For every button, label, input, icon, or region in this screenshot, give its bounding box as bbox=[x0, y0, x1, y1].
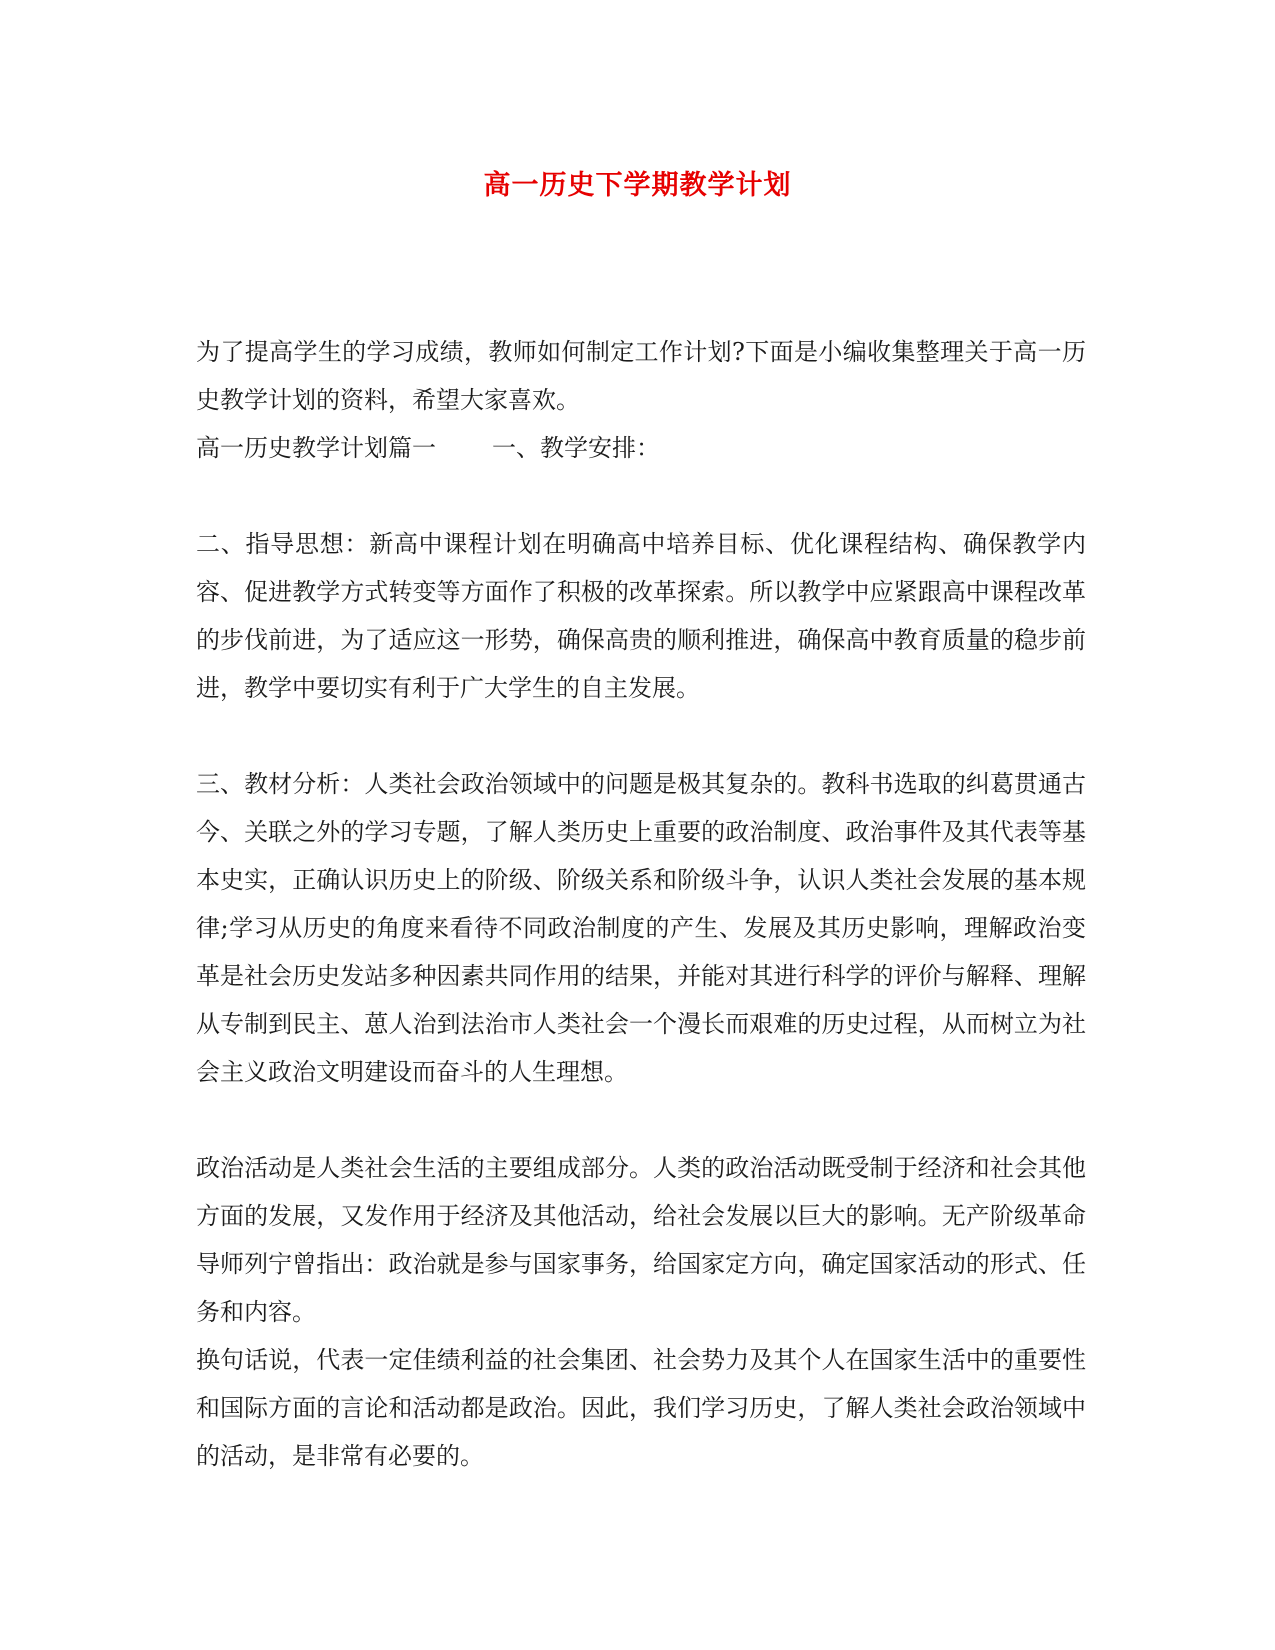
textbook-analysis-paragraph: 三、教材分析：人类社会政治领域中的问题是极其复杂的。教科书选取的纠葛贯通古今、关联之外的学习专题，了解人类历史上重要的政治制度、政治事件及其代表等基本史实，正确认识历史上的阶级、阶级关系和阶级斗争，认识人类社会发展的基本规律;学习从历史的角度来看待不同政治制度的产生、发展及其历史影响，理解政治变革是社会历史发站多种因素共同作用的结果，并能对其进行科学的评价与解释、理解从专制到民主、葸人治到法治市人类社会一个漫长而艰难的历史过程，从而树立为社会主义政治文明建设而奋斗的人生理想。 bbox=[196, 770, 1086, 1086]
document-body bbox=[196, 328, 1086, 1480]
teaching-arrangement-heading: 一、教学安排： bbox=[492, 434, 660, 462]
document-title: 高一历史下学期教学计划 bbox=[483, 170, 792, 201]
paragraph-gap bbox=[196, 1096, 1086, 1144]
in-other-words-paragraph: 换句话说，代表一定佳绩利益的社会集团、社会势力及其个人在国家生活中的重要性和国际方面的言论和活动都是政治。因此，我们学习历史，了解人类社会政治领域中的活动，是非常有必要的。 bbox=[196, 1346, 1086, 1470]
section-heading-line bbox=[196, 424, 1086, 472]
paragraph-gap bbox=[196, 712, 1086, 760]
intro-paragraph: 为了提高学生的学习成绩，教师如何制定工作计划?下面是小编收集整理关于高一历史教学计划的资料，希望大家喜欢。 bbox=[196, 338, 1086, 414]
guiding-thought-paragraph: 二、指导思想：新高中课程计划在明确高中培养目标、优化课程结构、确保教学内容、促进教学方式转变等方面作了积极的改革探索。所以教学中应紧跟高中课程改革的步伐前进，为了适应这一形势，确保高贵的顺利推进，确保高中教育质量的稳步前进，教学中要切实有利于广大学生的自主发展。 bbox=[196, 530, 1086, 702]
paragraph-gap bbox=[196, 472, 1086, 520]
plan-name: 高一历史教学计划篇一 bbox=[196, 434, 436, 462]
political-activity-paragraph: 政治活动是人类社会生活的主要组成部分。人类的政治活动既受制于经济和社会其他方面的发展，又发作用于经济及其他活动，给社会发展以巨大的影响。无产阶级革命导师列宁曾指出：政治就是参与国家事务，给国家定方向，确定国家活动的形式、任务和内容。 bbox=[196, 1154, 1086, 1326]
